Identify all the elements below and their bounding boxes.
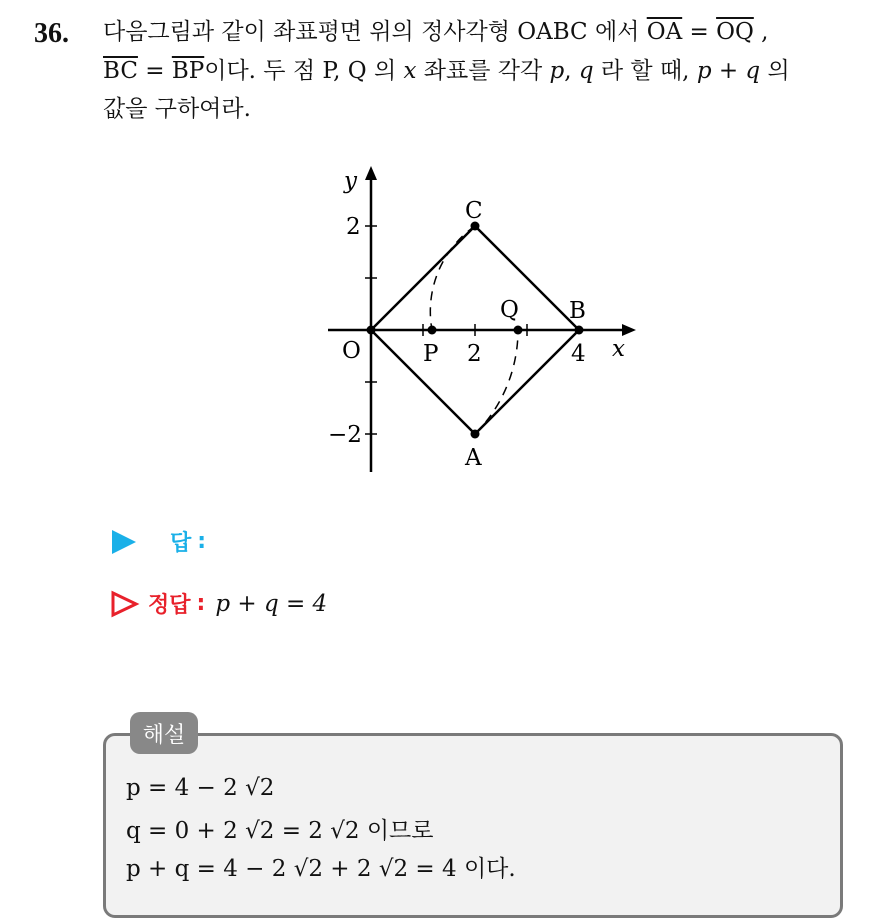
y-tick-label-neg2: −2: [328, 422, 362, 448]
solution-line-1: p = 4 − 2 √2: [126, 775, 275, 801]
comma: ,: [753, 19, 769, 45]
play-triangle-icon: [110, 529, 138, 555]
arc-c-to-p: [430, 226, 475, 330]
solution-line-2: q = 0 + 2 √2 = 2 √2 이므로: [126, 818, 434, 844]
question-text: 다음그림과 같이 좌표평면 위의 정사각형 OABC 에서: [103, 19, 647, 45]
label-a: A: [465, 445, 482, 471]
coordinate-figure: [320, 160, 650, 480]
question-line-1: [103, 16, 768, 48]
outline-triangle-icon: [110, 590, 140, 618]
correct-answer-value: p + q = 4: [215, 590, 328, 617]
solution-line-3: p + q = 4 − 2 √2 + 2 √2 = 4 이다.: [126, 856, 516, 882]
question-text: 라 할 때,: [593, 58, 697, 84]
x-tick-label-2: 2: [467, 341, 482, 367]
answer-row: [110, 526, 206, 557]
question-line-2: [103, 55, 790, 87]
point-a: [471, 430, 480, 439]
solution-tag: 해설: [130, 712, 198, 754]
question-number: 36.: [34, 18, 69, 49]
equals-sign: =: [137, 58, 172, 84]
answer-colon: :: [197, 529, 207, 554]
expression-p-plus-q: p + q: [696, 58, 761, 84]
y-axis-label: y: [344, 168, 357, 194]
correct-answer-row: [110, 588, 327, 619]
variable-q: q: [578, 58, 594, 84]
label-b: B: [569, 298, 586, 324]
correct-answer-label: 정답: [148, 593, 191, 618]
question-line-3: 값을 구하여라.: [103, 96, 251, 122]
point-q: [514, 326, 523, 335]
correct-answer-colon: :: [196, 591, 206, 616]
label-q: Q: [500, 297, 519, 323]
point-o: [367, 326, 376, 335]
x-axis-arrow: [622, 324, 636, 336]
segment-oa: $\overline{OA}$: [646, 19, 683, 45]
separator: ,: [564, 58, 579, 84]
question-text: 이다. 두 점 P, Q 의: [204, 58, 404, 84]
x-tick-label-4: 4: [571, 341, 586, 367]
label-p: P: [423, 341, 439, 367]
question-text: 좌표를 각각: [416, 58, 550, 84]
y-axis-arrow: [365, 166, 377, 180]
equals-sign: =: [682, 19, 717, 45]
question-text: 의: [760, 58, 790, 84]
variable-p: p: [549, 58, 565, 84]
answer-label: 답: [170, 531, 192, 556]
variable-x: x: [403, 58, 417, 84]
point-p: [428, 326, 437, 335]
point-b: [575, 326, 584, 335]
segment-bc: $\overline{BC}$: [103, 58, 138, 84]
label-c: C: [465, 198, 483, 224]
y-tick-label-2: 2: [346, 214, 361, 240]
label-o: O: [342, 338, 361, 364]
segment-oq: $\overline{OQ}$: [716, 19, 754, 45]
segment-bp: $\overline{BP}$: [171, 58, 205, 84]
x-axis-label: x: [612, 336, 625, 362]
